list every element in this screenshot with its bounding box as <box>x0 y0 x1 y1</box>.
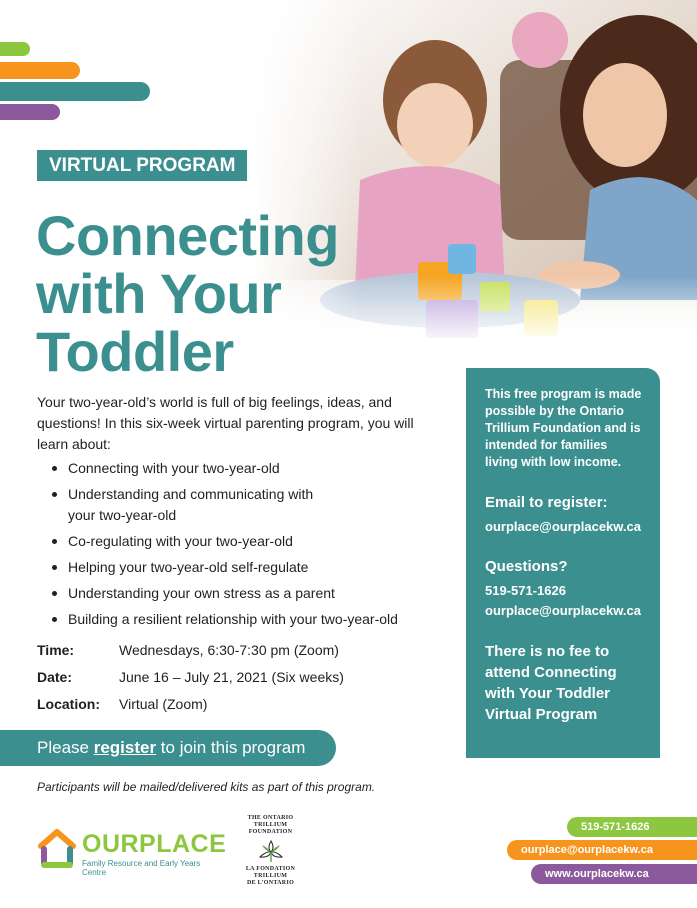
program-details <box>37 641 437 722</box>
list-item: Building a resilient relationship with your two-year-old <box>50 609 450 630</box>
decor-stripe-teal <box>0 82 150 101</box>
title-line-3: Toddler <box>36 320 234 383</box>
questions-email-link[interactable]: ourplace@ourplacekw.ca <box>485 603 641 618</box>
register-suffix: to join this program <box>156 738 306 757</box>
register-banner <box>0 730 336 766</box>
no-fee-statement: There is no fee to attend Connecting with Your Toddler Virtual Program <box>485 643 617 723</box>
location-label: Location: <box>37 696 100 712</box>
contact-email[interactable]: ourplace@ourplacekw.ca <box>507 840 697 860</box>
trillium-en-line-3: FOUNDATION <box>248 829 293 835</box>
list-item: Helping your two-year-old self-regulate <box>50 557 450 578</box>
list-item: Understanding your own stress as a parent <box>50 583 450 604</box>
program-type-tag: VIRTUAL PROGRAM <box>37 150 247 181</box>
time-row <box>37 641 437 659</box>
list-item: Connecting with your two-year-old <box>50 458 450 479</box>
date-label: Date: <box>37 669 73 685</box>
title-line-1: Connecting <box>36 204 339 267</box>
trillium-logo <box>238 815 303 887</box>
time-value: Wednesdays, 6:30-7:30 pm (Zoom) <box>119 642 339 658</box>
email-register-block <box>485 493 642 537</box>
register-link[interactable]: register <box>93 738 157 757</box>
contact-website[interactable]: www.ourplacekw.ca <box>531 864 697 884</box>
decor-stripe-purple <box>0 104 60 120</box>
questions-heading: Questions? <box>485 558 568 575</box>
info-panel <box>466 368 660 758</box>
list-item: Co-regulating with your two-year-old <box>50 531 450 552</box>
funding-note: This free program is made possible by the Ontario Trillium Foundation and is intended for families living with low income. <box>485 387 642 469</box>
ourplace-house-icon <box>37 828 77 870</box>
page-title <box>36 204 396 383</box>
email-heading: Email to register: <box>485 494 608 511</box>
location-value: Virtual (Zoom) <box>119 696 208 712</box>
decor-stripe-orange <box>0 62 80 79</box>
trillium-fr-line-3: DE L’ONTARIO <box>246 880 295 886</box>
location-row <box>37 695 437 713</box>
trillium-fr-line-2: TRILLIUM <box>253 873 288 879</box>
date-value: June 16 – July 21, 2021 (Six weeks) <box>119 669 344 685</box>
trillium-en-line-1: THE ONTARIO <box>247 815 294 821</box>
ourplace-subtitle: Family Resource and Early Years Centre <box>82 859 201 877</box>
title-line-2: with Your <box>36 262 282 325</box>
list-item: Understanding and communicating with your two-year-old <box>50 484 315 526</box>
trillium-flower-icon <box>258 839 284 863</box>
trillium-en-line-2: TRILLIUM <box>253 822 288 828</box>
date-row <box>37 668 437 686</box>
trillium-fr-line-1: LA FONDATION <box>245 866 296 872</box>
contact-phone[interactable]: 519-571-1626 <box>567 817 697 837</box>
intro-paragraph: Your two-year-old’s world is full of big feelings, ideas, and questions! In this six-week virtual parenting program, you will learn about: <box>37 394 414 452</box>
register-email-link[interactable]: ourplace@ourplacekw.ca <box>485 519 641 534</box>
decor-stripe-green <box>0 42 30 56</box>
ourplace-name: OURPLACE <box>82 830 227 858</box>
topics-list <box>50 458 450 635</box>
questions-phone[interactable]: 519-571-1626 <box>485 583 566 598</box>
ourplace-logo <box>37 828 227 877</box>
register-prefix: Please <box>37 738 94 757</box>
questions-block <box>485 557 642 621</box>
kit-note: Participants will be mailed/delivered kits as part of this program. <box>37 780 376 794</box>
time-label: Time: <box>37 642 75 658</box>
